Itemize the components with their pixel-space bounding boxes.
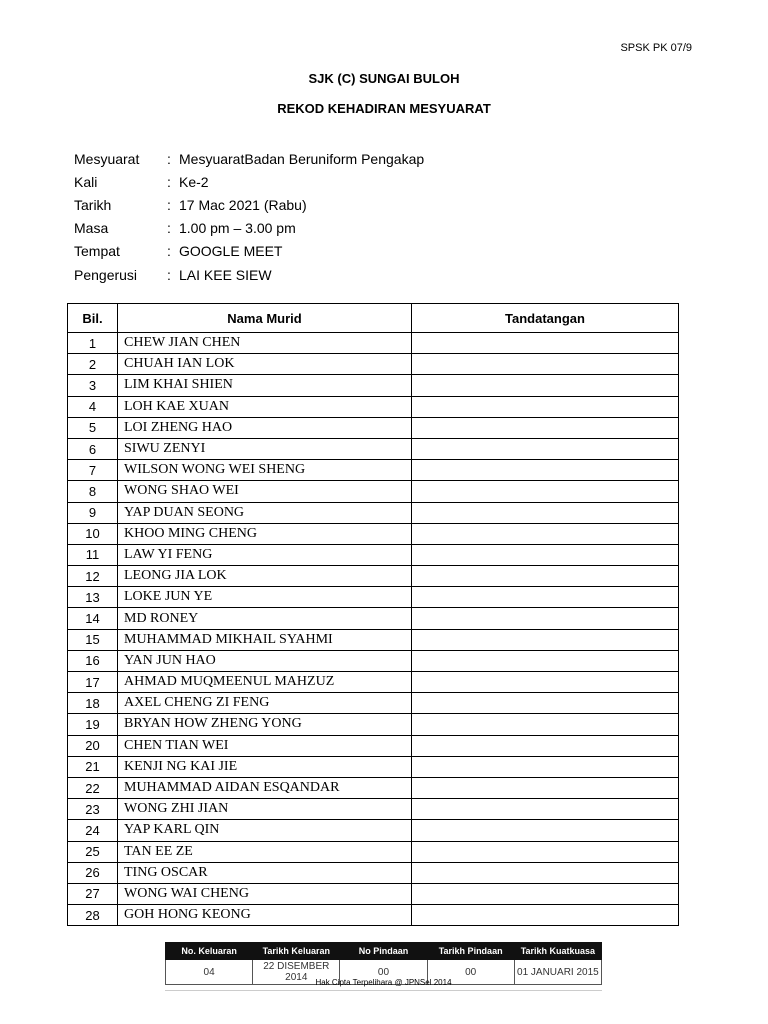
row-number: 13 — [68, 587, 118, 608]
table-row — [68, 735, 679, 756]
meta-value: 17 Mac 2021 (Rabu) — [179, 196, 307, 213]
signature-cell[interactable] — [412, 650, 679, 671]
table-row — [68, 756, 679, 777]
meta-label: Masa — [74, 220, 109, 237]
meta-colon: : — [167, 266, 171, 283]
student-name: MUHAMMAD AIDAN ESQANDAR — [118, 777, 412, 798]
signature-cell[interactable] — [412, 333, 679, 354]
meta-row-pengerusi — [74, 263, 424, 286]
meta-value: 1.00 pm – 3.00 pm — [179, 220, 296, 237]
row-number: 18 — [68, 693, 118, 714]
header-tandatangan: Tandatangan — [412, 304, 679, 333]
student-name: LEONG JIA LOK — [118, 566, 412, 587]
meeting-details — [74, 147, 424, 286]
row-number: 12 — [68, 566, 118, 587]
revision-header: No Pindaan — [340, 943, 427, 960]
row-number: 6 — [68, 438, 118, 459]
student-name: SIWU ZENYI — [118, 438, 412, 459]
revision-value: 00 — [427, 960, 514, 985]
table-row — [68, 354, 679, 375]
table-row — [68, 502, 679, 523]
signature-cell[interactable] — [412, 375, 679, 396]
signature-cell[interactable] — [412, 841, 679, 862]
row-number: 17 — [68, 672, 118, 693]
student-name: YAP DUAN SEONG — [118, 502, 412, 523]
footer-divider — [165, 990, 602, 991]
table-row — [68, 417, 679, 438]
row-number: 10 — [68, 523, 118, 544]
revision-header: Tarikh Pindaan — [427, 943, 514, 960]
table-row — [68, 587, 679, 608]
row-number: 23 — [68, 799, 118, 820]
table-row — [68, 566, 679, 587]
meta-colon: : — [167, 150, 171, 167]
student-name: GOH HONG KEONG — [118, 905, 412, 926]
meta-value: GOOGLE MEET — [179, 243, 283, 260]
student-name: LIM KHAI SHIEN — [118, 375, 412, 396]
row-number: 26 — [68, 862, 118, 883]
table-row — [68, 883, 679, 904]
signature-cell[interactable] — [412, 693, 679, 714]
meta-row-tarikh — [74, 193, 424, 216]
row-number: 25 — [68, 841, 118, 862]
meta-label: Pengerusi — [74, 266, 138, 283]
row-number: 21 — [68, 756, 118, 777]
table-row — [68, 333, 679, 354]
row-number: 4 — [68, 396, 118, 417]
table-row — [68, 693, 679, 714]
table-row — [68, 841, 679, 862]
signature-cell[interactable] — [412, 438, 679, 459]
meta-row-tempat — [74, 240, 424, 263]
row-number: 8 — [68, 481, 118, 502]
student-name: MUHAMMAD MIKHAIL SYAHMI — [118, 629, 412, 650]
table-row — [68, 544, 679, 565]
student-name: YAN JUN HAO — [118, 650, 412, 671]
signature-cell[interactable] — [412, 502, 679, 523]
student-name: BRYAN HOW ZHENG YONG — [118, 714, 412, 735]
meta-colon: : — [167, 220, 171, 237]
student-name: LOI ZHENG HAO — [118, 417, 412, 438]
signature-cell[interactable] — [412, 608, 679, 629]
signature-cell[interactable] — [412, 417, 679, 438]
meta-value: Ke-2 — [179, 173, 209, 190]
header-nama-murid: Nama Murid — [118, 304, 412, 333]
student-name: AHMAD MUQMEENUL MAHZUZ — [118, 672, 412, 693]
meta-label: Tarikh — [74, 196, 112, 213]
student-name: LOKE JUN YE — [118, 587, 412, 608]
student-name: YAP KARL QIN — [118, 820, 412, 841]
attendance-table — [67, 303, 679, 926]
form-code: SPSK PK 07/9 — [620, 42, 692, 54]
revision-header: Tarikh Kuatkuasa — [514, 943, 601, 960]
meta-row-mesyuarat — [74, 147, 424, 170]
signature-cell[interactable] — [412, 777, 679, 798]
meta-colon: : — [167, 173, 171, 190]
meta-label: Mesyuarat — [74, 150, 140, 167]
row-number: 22 — [68, 777, 118, 798]
student-name: LAW YI FENG — [118, 544, 412, 565]
student-name: WONG SHAO WEI — [118, 481, 412, 502]
meta-label: Kali — [74, 173, 98, 190]
table-row — [68, 820, 679, 841]
row-number: 24 — [68, 820, 118, 841]
student-name: WILSON WONG WEI SHENG — [118, 460, 412, 481]
signature-cell[interactable] — [412, 587, 679, 608]
row-number: 20 — [68, 735, 118, 756]
revision-value: 01 JANUARI 2015 — [514, 960, 601, 985]
signature-cell[interactable] — [412, 883, 679, 904]
signature-cell[interactable] — [412, 544, 679, 565]
table-row — [68, 650, 679, 671]
header-bil: Bil. — [68, 304, 118, 333]
table-row — [68, 629, 679, 650]
meta-value: MesyuaratBadan Beruniform Pengakap — [179, 150, 425, 167]
table-row — [68, 905, 679, 926]
signature-cell[interactable] — [412, 672, 679, 693]
table-row — [68, 777, 679, 798]
school-name: SJK (C) SUNGAI BULOH — [308, 71, 460, 86]
signature-cell[interactable] — [412, 523, 679, 544]
student-name: KHOO MING CHENG — [118, 523, 412, 544]
signature-cell[interactable] — [412, 396, 679, 417]
student-name: CHEN TIAN WEI — [118, 735, 412, 756]
table-row — [68, 608, 679, 629]
table-row — [68, 672, 679, 693]
copyright-notice: Hak Cipta Terpelihara @ JPNSel 2014 — [315, 978, 452, 987]
table-row — [68, 460, 679, 481]
signature-cell[interactable] — [412, 756, 679, 777]
row-number: 11 — [68, 544, 118, 565]
table-row — [68, 523, 679, 544]
meta-row-masa — [74, 217, 424, 240]
meta-colon: : — [167, 196, 171, 213]
row-number: 9 — [68, 502, 118, 523]
signature-cell[interactable] — [412, 566, 679, 587]
student-name: WONG WAI CHENG — [118, 883, 412, 904]
meta-row-kali — [74, 170, 424, 193]
row-number: 5 — [68, 417, 118, 438]
revision-header: Tarikh Keluaran — [253, 943, 340, 960]
row-number: 3 — [68, 375, 118, 396]
meta-value: LAI KEE SIEW — [179, 266, 272, 283]
student-name: MD RONEY — [118, 608, 412, 629]
row-number: 1 — [68, 333, 118, 354]
student-name: CHEW JIAN CHEN — [118, 333, 412, 354]
revision-header-row — [166, 943, 602, 960]
signature-cell[interactable] — [412, 820, 679, 841]
student-name: LOH KAE XUAN — [118, 396, 412, 417]
row-number: 16 — [68, 650, 118, 671]
table-row — [68, 714, 679, 735]
row-number: 14 — [68, 608, 118, 629]
signature-cell[interactable] — [412, 905, 679, 926]
table-row — [68, 396, 679, 417]
row-number: 7 — [68, 460, 118, 481]
student-name: WONG ZHI JIAN — [118, 799, 412, 820]
revision-header: No. Keluaran — [166, 943, 253, 960]
revision-value: 22 DISEMBER 2014 — [253, 960, 340, 985]
student-name: KENJI NG KAI JIE — [118, 756, 412, 777]
row-number: 19 — [68, 714, 118, 735]
meta-label: Tempat — [74, 243, 120, 260]
signature-cell[interactable] — [412, 481, 679, 502]
signature-cell[interactable] — [412, 735, 679, 756]
student-name: CHUAH IAN LOK — [118, 354, 412, 375]
table-header-row — [68, 304, 679, 333]
row-number: 2 — [68, 354, 118, 375]
row-number: 28 — [68, 905, 118, 926]
signature-cell[interactable] — [412, 629, 679, 650]
signature-cell[interactable] — [412, 799, 679, 820]
row-number: 27 — [68, 883, 118, 904]
signature-cell[interactable] — [412, 862, 679, 883]
table-row — [68, 438, 679, 459]
attendance-body — [68, 333, 679, 926]
signature-cell[interactable] — [412, 354, 679, 375]
row-number: 15 — [68, 629, 118, 650]
table-row — [68, 862, 679, 883]
table-row — [68, 799, 679, 820]
revision-value: 00 — [340, 960, 427, 985]
revision-value: 04 — [166, 960, 253, 985]
student-name: TAN EE ZE — [118, 841, 412, 862]
table-row — [68, 481, 679, 502]
signature-cell[interactable] — [412, 714, 679, 735]
student-name: AXEL CHENG ZI FENG — [118, 693, 412, 714]
signature-cell[interactable] — [412, 460, 679, 481]
meta-colon: : — [167, 243, 171, 260]
table-row — [68, 375, 679, 396]
student-name: TING OSCAR — [118, 862, 412, 883]
document-title: REKOD KEHADIRAN MESYUARAT — [277, 101, 491, 116]
